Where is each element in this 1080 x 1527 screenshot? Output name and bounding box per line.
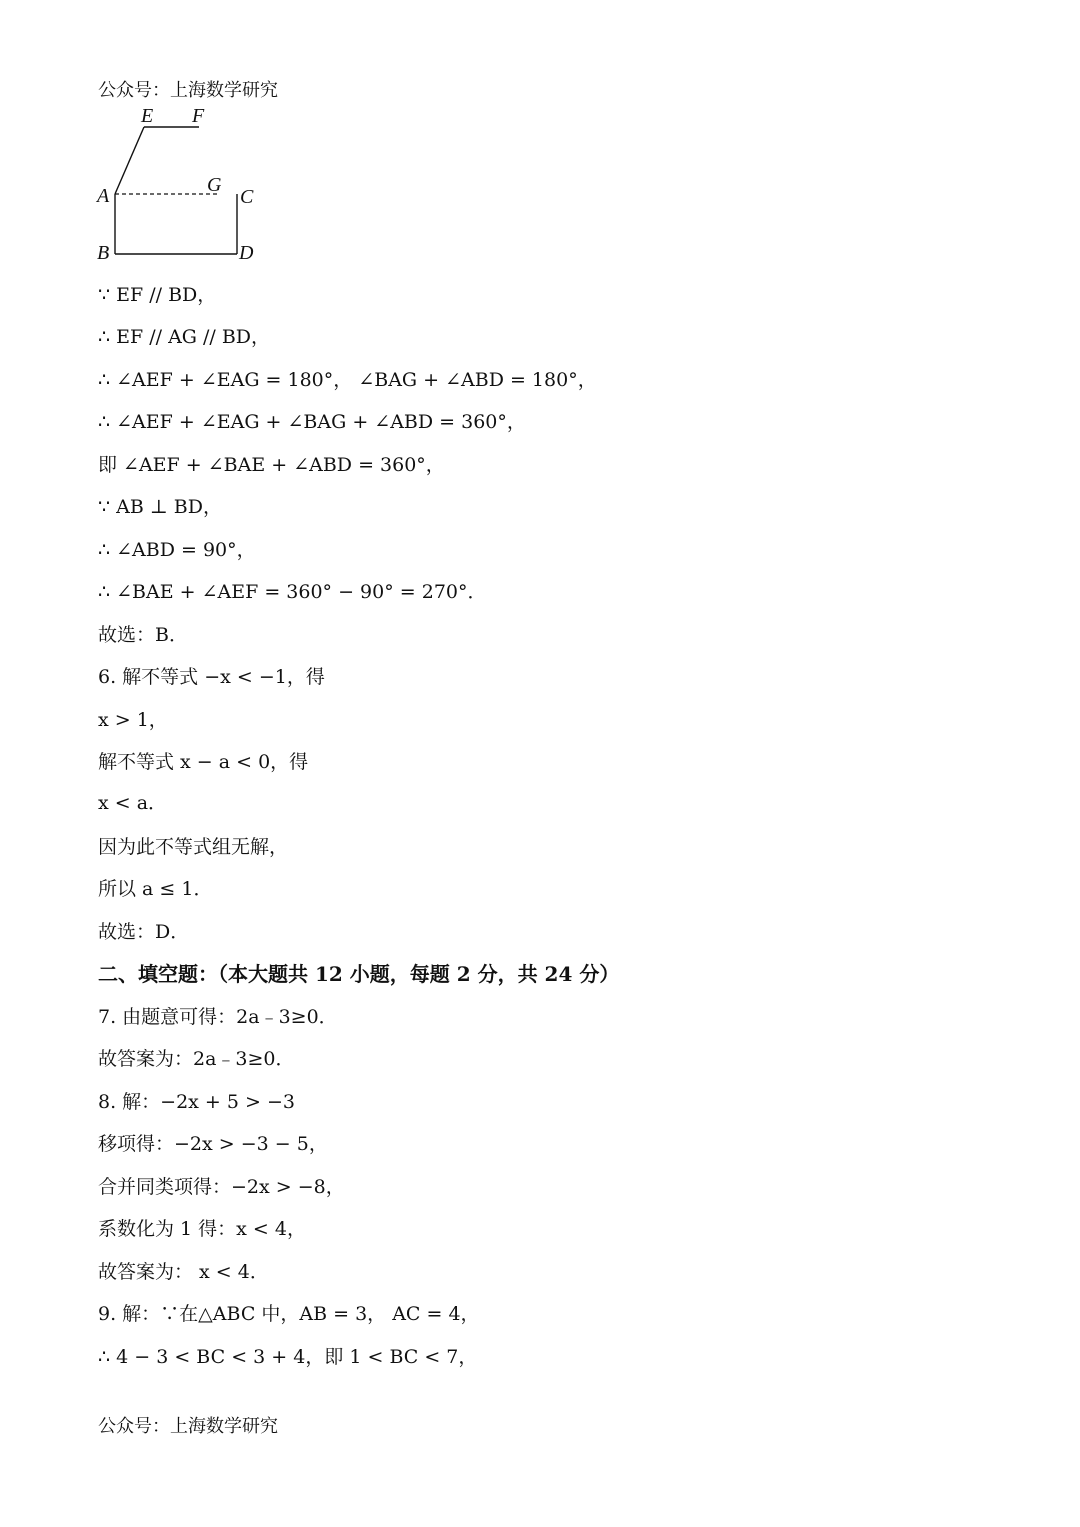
solution-line: 因为此不等式组无解， xyxy=(98,836,289,858)
label-c: C xyxy=(240,186,254,208)
geometry-figure xyxy=(92,102,272,272)
proof-line: ∴ ∠AEF + ∠EAG = 180°， ∠BAG + ∠ABD = 180°， xyxy=(98,369,597,391)
solution-line: 8. 解：−2x + 5 > −3 xyxy=(98,1091,295,1113)
label-b: B xyxy=(97,242,110,264)
answer-line: 故答案为： x < 4． xyxy=(98,1261,269,1283)
proof-line: ∵ AB ⊥ BD， xyxy=(98,496,222,518)
solution-line: x > 1， xyxy=(98,709,168,731)
label-f: F xyxy=(192,105,205,127)
proof-line: ∴ EF // AG // BD， xyxy=(98,326,271,348)
solution-line: x < a． xyxy=(98,792,168,814)
label-g: G xyxy=(207,174,222,196)
solution-line: 系数化为 1 得：x < 4， xyxy=(98,1218,306,1240)
proof-line: ∴ ∠BAE + ∠AEF = 360° − 90° = 270°． xyxy=(98,581,487,603)
label-d: D xyxy=(239,242,254,264)
solution-line: 移项得：−2x > −3 − 5， xyxy=(98,1133,328,1155)
answer-line: 故选：D． xyxy=(98,921,190,943)
solution-line: 所以 a ≤ 1． xyxy=(98,878,213,900)
solution-line: ∴ 4 − 3 < BC < 3 + 4，即 1 < BC < 7， xyxy=(98,1346,478,1368)
page-footer: 公众号：上海数学研究 xyxy=(98,1416,278,1437)
label-a: A xyxy=(97,185,110,207)
solution-line: 7. 由题意可得：2a﹣3≥0． xyxy=(98,1006,338,1028)
solution-line: 合并同类项得：−2x > −8， xyxy=(98,1176,345,1198)
solution-line: 6. 解不等式 −x < −1，得 xyxy=(98,666,325,688)
section-heading: 二、填空题：（本大题共 12 小题，每题 2 分，共 24 分） xyxy=(98,962,620,986)
answer-line: 故选：B． xyxy=(98,624,188,646)
label-e: E xyxy=(141,105,154,127)
proof-line: 即 ∠AEF + ∠BAE + ∠ABD = 360°， xyxy=(98,454,445,476)
proof-line: ∴ ∠AEF + ∠EAG + ∠BAG + ∠ABD = 360°， xyxy=(98,411,526,433)
segment-ae xyxy=(115,127,144,194)
proof-line: ∵ EF // BD， xyxy=(98,284,217,306)
solution-line: 9. 解：∵在△ABC 中，AB = 3， AC = 4， xyxy=(98,1303,480,1325)
proof-line: ∴ ∠ABD = 90°， xyxy=(98,539,256,561)
solution-line: 解不等式 x − a < 0，得 xyxy=(98,751,309,773)
page-header: 公众号：上海数学研究 xyxy=(98,80,278,101)
answer-line: 故答案为：2a﹣3≥0． xyxy=(98,1048,295,1070)
